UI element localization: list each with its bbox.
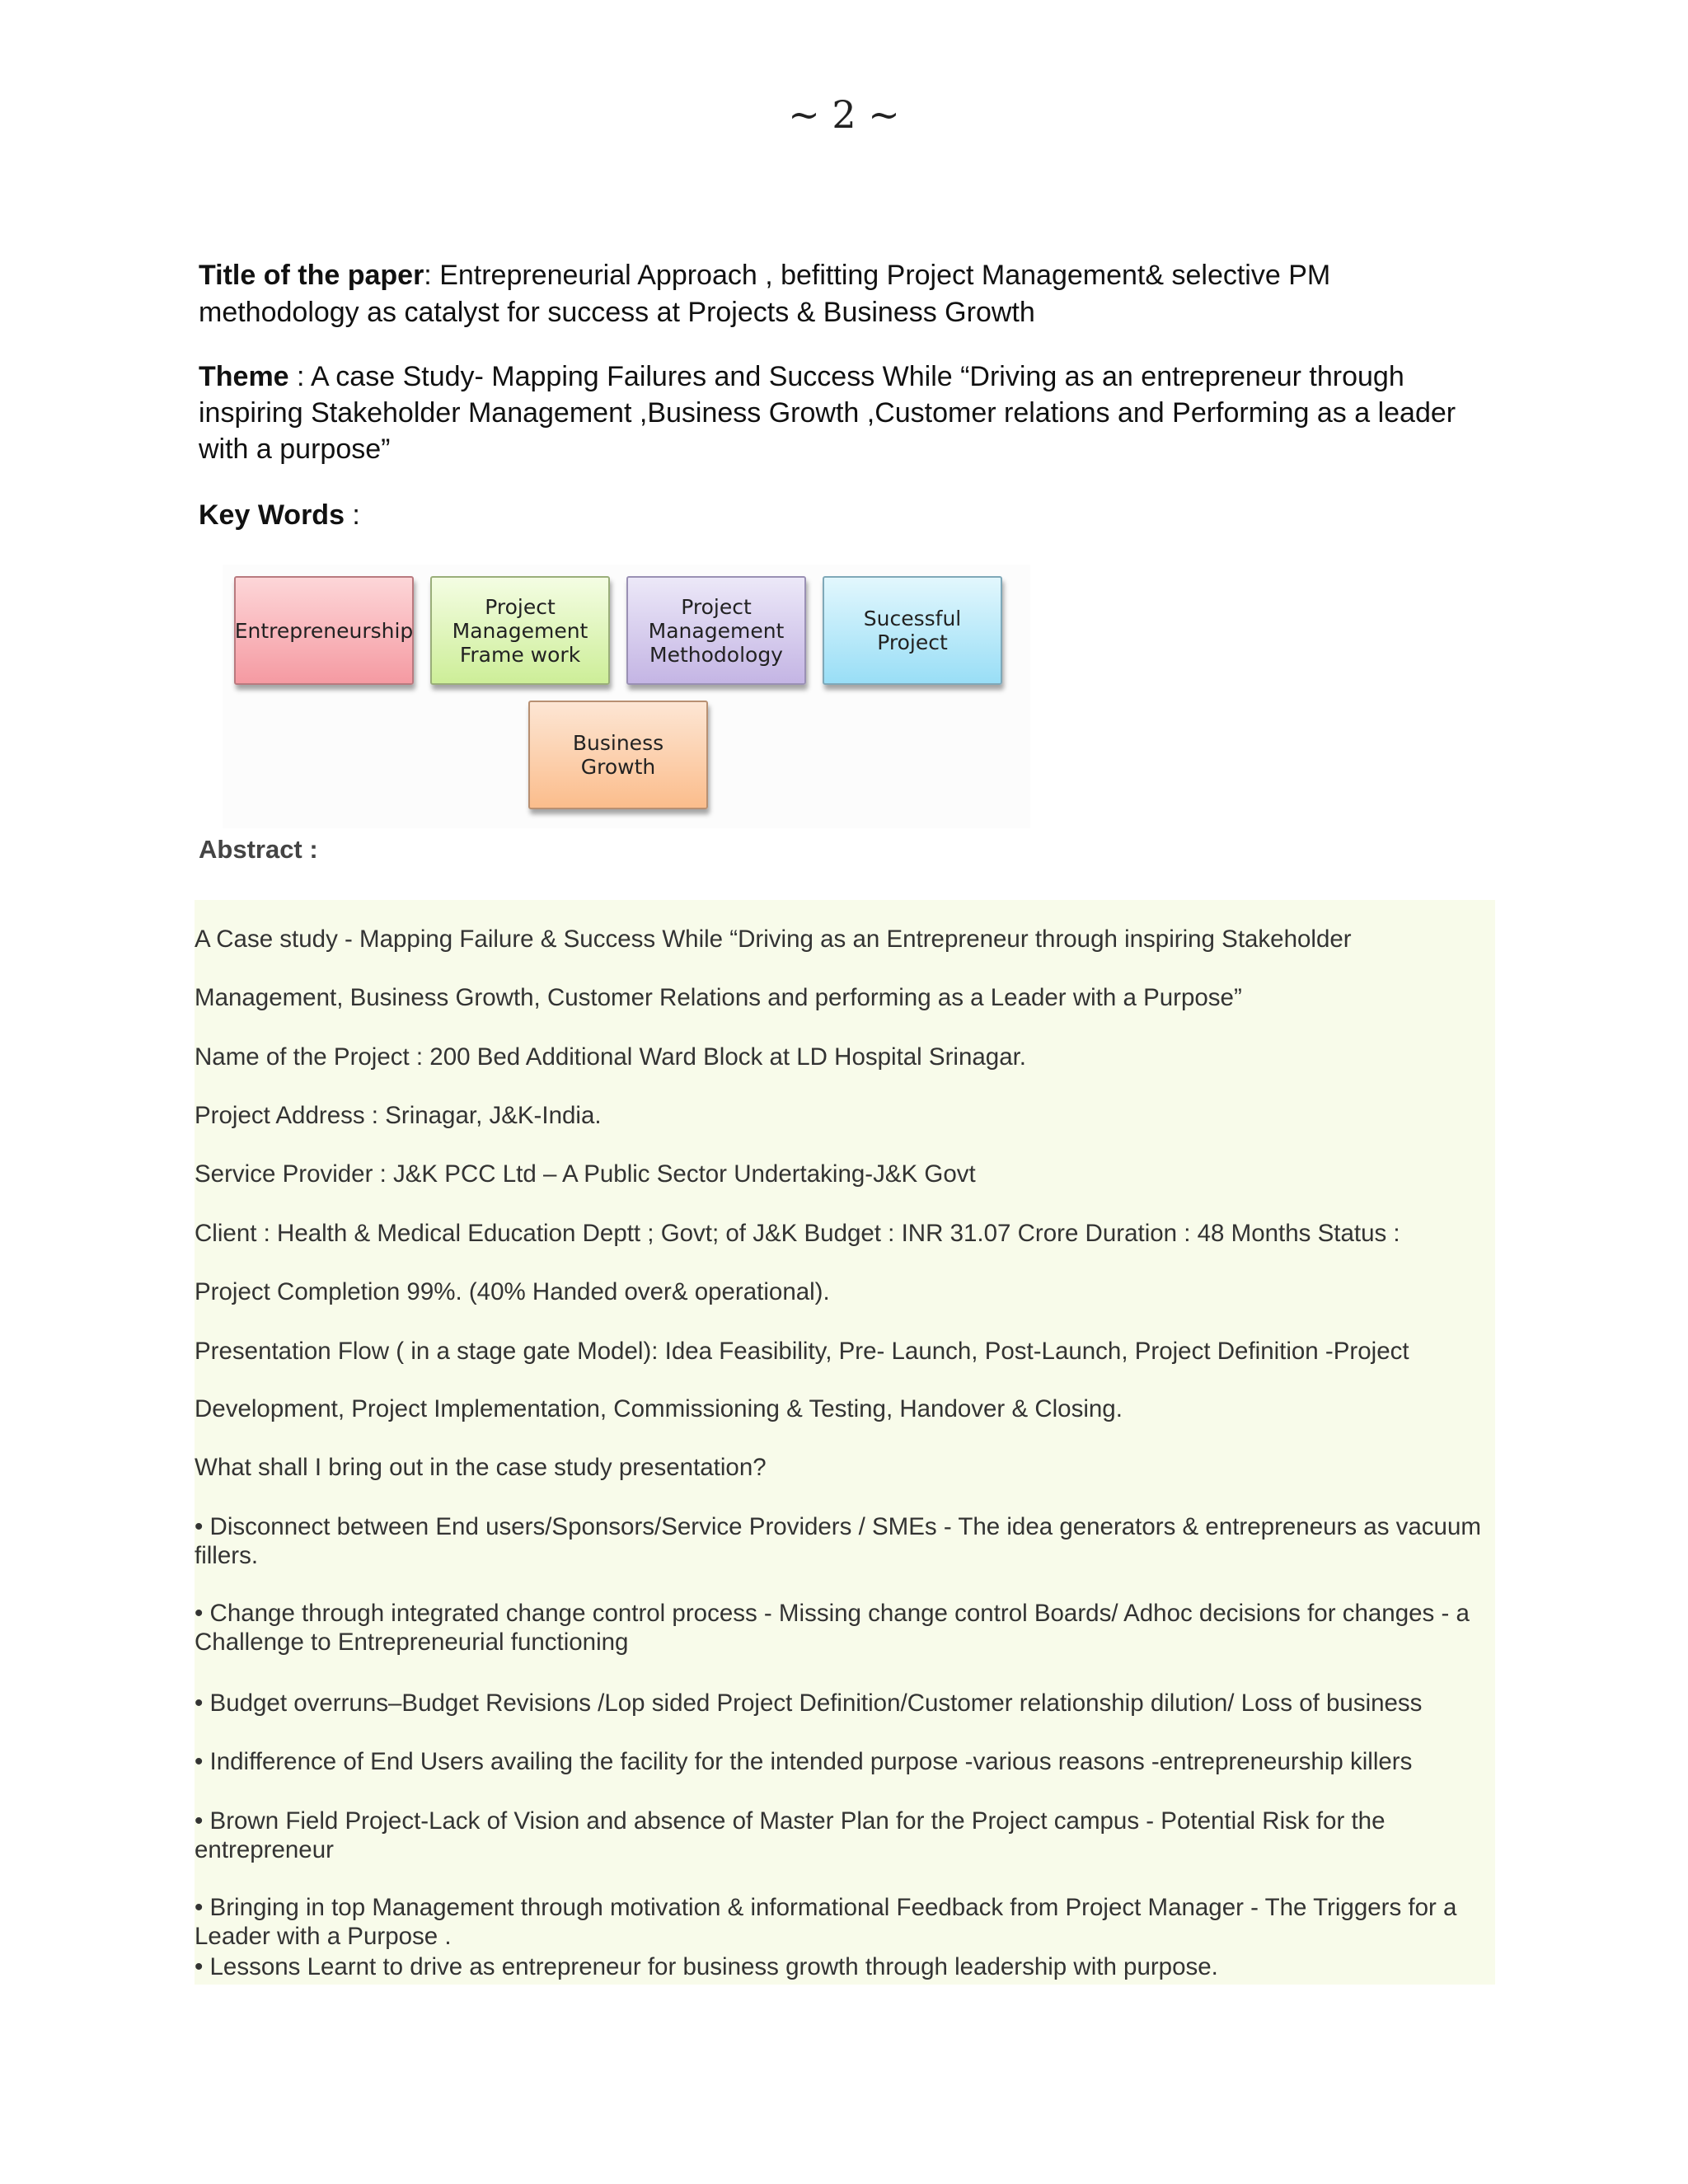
abstract-line: Management, Business Growth, Customer Relations and performing as a Leader with a Purpose” — [195, 984, 1242, 1011]
keyword-box: Project Management Methodology — [626, 576, 806, 685]
paper-title-text: : Entrepreneurial Approach , befitting Project Management& selective PM methodology as catalyst for success at Projects & Business Growth — [199, 260, 1331, 328]
page-number: ~ 2 ~ — [788, 92, 900, 137]
abstract-line: Presentation Flow ( in a stage gate Model): Idea Feasibility, Pre- Launch, Post-Launch, Project Definition -Project — [195, 1338, 1409, 1365]
abstract-line: A Case study - Mapping Failure & Success While “Driving as an Entrepreneur through inspiring Stakeholder — [195, 926, 1352, 953]
paper-title-label: Title of the paper — [199, 260, 424, 291]
abstract-bullet: • Budget overruns–Budget Revisions /Lop sided Project Definition/Customer relationship dilution/ Loss of business — [195, 1690, 1423, 1717]
paper-title — [199, 257, 1493, 331]
abstract-line: Client : Health & Medical Education Deptt ; Govt; of J&K Budget : INR 31.07 Crore Duration : 48 Months Status : — [195, 1220, 1400, 1247]
keywords-diagram — [223, 565, 1030, 828]
abstract-bullet: • Indifference of End Users availing the facility for the intended purpose -various reasons -entrepreneurship killers — [195, 1748, 1413, 1775]
keywords-heading — [199, 497, 1493, 533]
abstract-line: Project Completion 99%. (40% Handed over& operational). — [195, 1278, 830, 1305]
keywords-label: Key Words — [199, 499, 345, 531]
abstract-line: What shall I bring out in the case study presentation? — [195, 1454, 767, 1481]
paper-theme — [199, 359, 1493, 467]
abstract-line: Name of the Project : 200 Bed Additional Ward Block at LD Hospital Srinagar. — [195, 1043, 1026, 1071]
keyword-box: Project Management Frame work — [430, 576, 610, 685]
abstract-heading: Abstract : — [199, 835, 318, 864]
keyword-box: Entrepreneurship — [234, 576, 414, 685]
abstract-line: Project Address : Srinagar, J&K-India. — [195, 1102, 602, 1129]
abstract-bullet: • Disconnect between End users/Sponsors/Service Providers / SMEs - The idea generators & entrepreneurs as vacuum fillers. — [195, 1513, 1481, 1569]
abstract-body — [195, 900, 1495, 1985]
abstract-line: Development, Project Implementation, Commissioning & Testing, Handover & Closing. — [195, 1395, 1123, 1422]
abstract-line: Service Provider : J&K PCC Ltd – A Public Sector Undertaking-J&K Govt — [195, 1160, 976, 1188]
keywords-suffix: : — [344, 499, 360, 531]
paper-theme-text: : A case Study- Mapping Failures and Success While “Driving as an entrepreneur through inspiring Stakeholder Management ,Business Growth ,Customer relations and Performing as a leader with a purpose” — [199, 361, 1456, 465]
paper-theme-label: Theme — [199, 361, 289, 392]
abstract-bullet: • Change through integrated change control process - Missing change control Boards/ Adhoc decisions for changes - a Challenge to Entrepreneurial functioning — [195, 1600, 1470, 1656]
abstract-bullet: • Lessons Learnt to drive as entrepreneur for business growth through leadership with purpose. — [195, 1953, 1218, 1980]
abstract-bullet: • Bringing in top Management through motivation & informational Feedback from Project Manager - The Triggers for a Leader with a Purpose . — [195, 1894, 1457, 1950]
keyword-box: Sucessful Project — [823, 576, 1002, 685]
keyword-box: Business Growth — [528, 701, 708, 809]
abstract-bullet: • Brown Field Project-Lack of Vision and absence of Master Plan for the Project campus - Potential Risk for the entrepreneur — [195, 1807, 1386, 1863]
